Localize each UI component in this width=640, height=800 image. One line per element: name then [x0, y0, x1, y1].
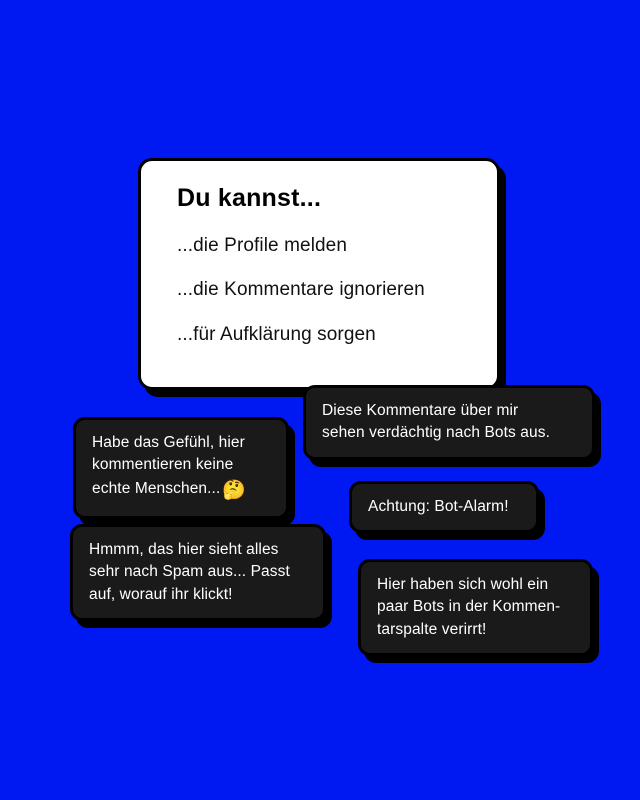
comment-line: sehr nach Spam aus... Passt	[89, 563, 290, 581]
comment-bubble-uebermir	[303, 385, 595, 460]
comment-line: auf, worauf ihr klickt!	[89, 585, 233, 603]
comment-line: Hier haben sich wohl ein	[377, 576, 549, 593]
page-title: Du kannst...	[177, 184, 322, 212]
comment-line: Achtung: Bot-Alarm!	[368, 498, 509, 515]
info-card	[138, 158, 500, 390]
action-list	[177, 235, 469, 347]
comment-bubble-hmmm	[70, 524, 326, 621]
comment-line: paar Bots in der Kommen-	[377, 598, 561, 616]
list-item: ...die Kommentare ignorieren	[177, 279, 425, 301]
comment-bubble-achtung	[349, 481, 539, 533]
comment-line: tarspalte verirrt!	[377, 620, 487, 638]
list-item: ...die Profile melden	[177, 234, 348, 256]
list-item: ...für Aufklärung sorgen	[177, 324, 376, 346]
comment-line: Diese Kommentare über mir	[322, 402, 519, 419]
comment-line: kommentieren keine	[92, 456, 234, 474]
thinking-face-icon: 🤔	[222, 479, 247, 501]
comment-line: Hmmm, das hier sieht alles	[89, 541, 279, 558]
comment-bubble-gefuehl	[73, 417, 289, 519]
comment-line-with-emoji	[92, 477, 270, 505]
comment-line: echte Menschen...	[92, 479, 221, 497]
comment-line: Habe das Gefühl, hier	[92, 434, 245, 451]
comment-bubble-verirrt	[358, 559, 593, 656]
comment-line: sehen verdächtig nach Bots aus.	[322, 424, 550, 442]
